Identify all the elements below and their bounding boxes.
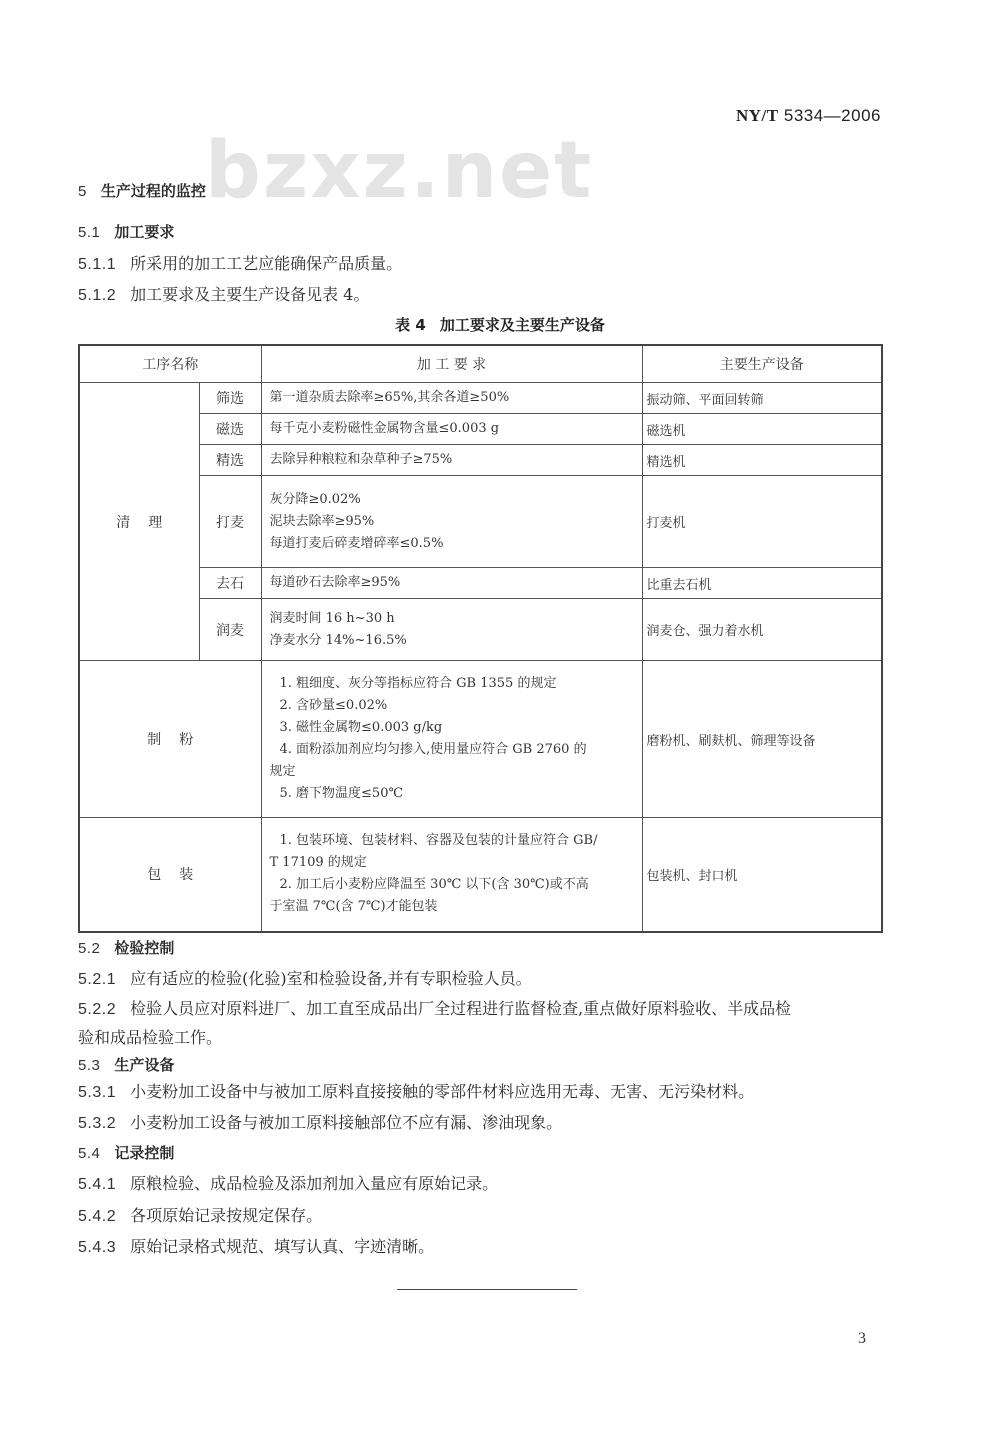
substage: 磁选 [199,414,261,445]
stage-cleaning: 清理 [79,383,199,661]
requirement-cell [261,383,642,414]
clause-5-4-2 [78,1203,322,1226]
equipment-cell: 振动筛、平面回转筛 [642,383,882,414]
table-row [79,445,882,476]
equipment-cell: 磁选机 [642,414,882,445]
requirement-cell [261,445,642,476]
requirement-text: 泥块去除率≥95% [269,513,375,529]
clause-text: 原粮检验、成品检验及添加剂加入量应有原始记录。 [130,1174,499,1193]
table-caption [0,314,1000,335]
requirement-text: 5. 磨下物温度≤50℃ [279,786,404,801]
requirement-text: 4. 面粉添加剂应均匀掺入,使用量应符合 GB 2760 的 [279,742,587,757]
requirement-text: 每道砂石去除率≥95% [269,575,401,590]
section-5-1-heading [78,221,174,242]
requirement-text: 每千克小麦粉磁性金属物含量≤0.003 g [269,421,500,436]
section-5-4-heading [78,1142,174,1163]
table-row [79,383,882,414]
header-requirement: 加 工 要 求 [261,345,642,383]
requirement-cell [261,568,642,599]
end-of-document-rule [397,1289,577,1290]
clause-text: 所采用的加工工艺应能确保产品质量。 [130,254,403,273]
table-number: 表 4 [395,316,426,334]
clause-5-2-2 [78,996,791,1019]
requirement-text: 规定 [269,764,296,779]
clause-text: 各项原始记录按规定保存。 [130,1206,323,1225]
clause-number: 5.4.2 [78,1208,117,1225]
table-row [79,599,882,661]
requirement-text: 每道打麦后碎麦增碎率≤0.5% [269,535,444,551]
table-row [79,476,882,568]
stage-packing: 包装 [79,818,261,932]
clause-number: 5.2.2 [78,1001,117,1018]
clause-text: 检验人员应对原料进厂、加工直至成品出厂全过程进行监督检查,重点做好原料验收、半成品检 [130,999,792,1018]
clause-5-4-1 [78,1171,498,1194]
header-equipment: 主要生产设备 [642,345,882,383]
requirement-text: 第一道杂质去除率≥65%,其余各道≥50% [269,390,510,405]
substage: 润麦 [199,599,261,661]
table-title: 加工要求及主要生产设备 [439,316,605,334]
section-5-2-heading [78,937,174,958]
section-title: 加工要求 [114,223,175,241]
section-number: 5.2 [78,940,101,957]
clause-5-4-3 [78,1234,434,1257]
table-row [79,414,882,445]
standard-code [736,106,881,126]
equipment-cell: 打麦机 [642,476,882,568]
clause-number: 5.3.1 [78,1084,117,1101]
section-title: 生产设备 [114,1056,175,1074]
clause-text: 原始记录格式规范、填写认真、字迹清晰。 [130,1237,435,1256]
requirement-cell [261,599,642,661]
requirement-text: 1. 粗细度、灰分等指标应符合 GB 1355 的规定 [279,676,557,691]
clause-5-1-2 [78,282,369,305]
page-number: 3 [858,1330,866,1347]
requirement-text: 3. 磁性金属物≤0.003 g/kg [279,720,443,735]
equipment-cell: 润麦仓、强力着水机 [642,599,882,661]
substage: 打麦 [199,476,261,568]
requirement-text: 灰分降≥0.02% [269,491,361,507]
requirement-cell [261,818,642,932]
clause-text: 加工要求及主要生产设备见表 4。 [130,285,370,304]
section-number: 5.4 [78,1145,101,1162]
equipment-cell: 磨粉机、刷麸机、筛理等设备 [642,661,882,818]
section-title: 记录控制 [114,1144,175,1162]
section-title: 检验控制 [114,939,175,957]
requirement-cell [261,414,642,445]
section-number: 5 [78,183,87,200]
requirement-cell [261,661,642,818]
clause-number: 5.3.2 [78,1115,117,1132]
requirement-text: 2. 含砂量≤0.02% [279,698,388,713]
clause-number: 5.4.1 [78,1176,117,1193]
section-title: 生产过程的监控 [100,182,206,200]
watermark: bzxz.net [205,126,594,216]
substage: 筛选 [199,383,261,414]
requirement-text: 1. 包装环境、包装材料、容器及包装的计量应符合 GB/ [279,833,598,849]
header-process-name: 工序名称 [79,345,261,383]
table-header-row [79,345,882,383]
table-row [79,818,882,932]
clause-5-3-1 [78,1079,754,1102]
table-row [79,568,882,599]
equipment-cell: 比重去石机 [642,568,882,599]
clause-text: 小麦粉加工设备与被加工原料接触部位不应有漏、渗油现象。 [130,1113,563,1132]
section-5-heading [78,180,206,201]
substage: 精选 [199,445,261,476]
stage-milling: 制粉 [79,661,261,818]
clause-5-2-2-continued: 验和成品检验工作。 [78,1028,223,1047]
table-row [79,661,882,818]
requirement-text: T 17109 的规定 [269,855,367,871]
requirement-text: 于室温 7℃(含 7℃)才能包装 [269,899,438,915]
clause-5-3-2 [78,1110,562,1133]
requirement-text: 2. 加工后小麦粉应降温至 30℃ 以下(含 30℃)或不高 [279,877,589,893]
substage: 去石 [199,568,261,599]
processing-requirements-table [78,344,883,933]
clause-number: 5.4.3 [78,1239,117,1256]
section-5-3-heading [78,1054,174,1075]
clause-5-1-1 [78,251,402,274]
clause-text: 应有适应的检验(化验)室和检验设备,并有专职检验人员。 [130,969,532,988]
equipment-cell: 包装机、封口机 [642,818,882,932]
clause-number: 5.2.1 [78,971,117,988]
requirement-text: 润麦时间 16 h~30 h [269,610,395,626]
clause-5-2-1 [78,966,532,989]
clause-number: 5.1.2 [78,287,117,304]
equipment-cell: 精选机 [642,445,882,476]
clause-number: 5.1.1 [78,256,117,273]
standard-code-prefix: NY/T [736,106,779,125]
section-number: 5.1 [78,224,101,241]
requirement-text: 去除异种粮粒和杂草种子≥75% [269,452,453,467]
requirement-text: 净麦水分 14%~16.5% [269,632,407,648]
section-number: 5.3 [78,1057,101,1074]
clause-text: 小麦粉加工设备中与被加工原料直接接触的零部件材料应选用无毒、无害、无污染材料。 [130,1082,755,1101]
standard-code-number: 5334—2006 [783,106,881,125]
requirement-cell [261,476,642,568]
